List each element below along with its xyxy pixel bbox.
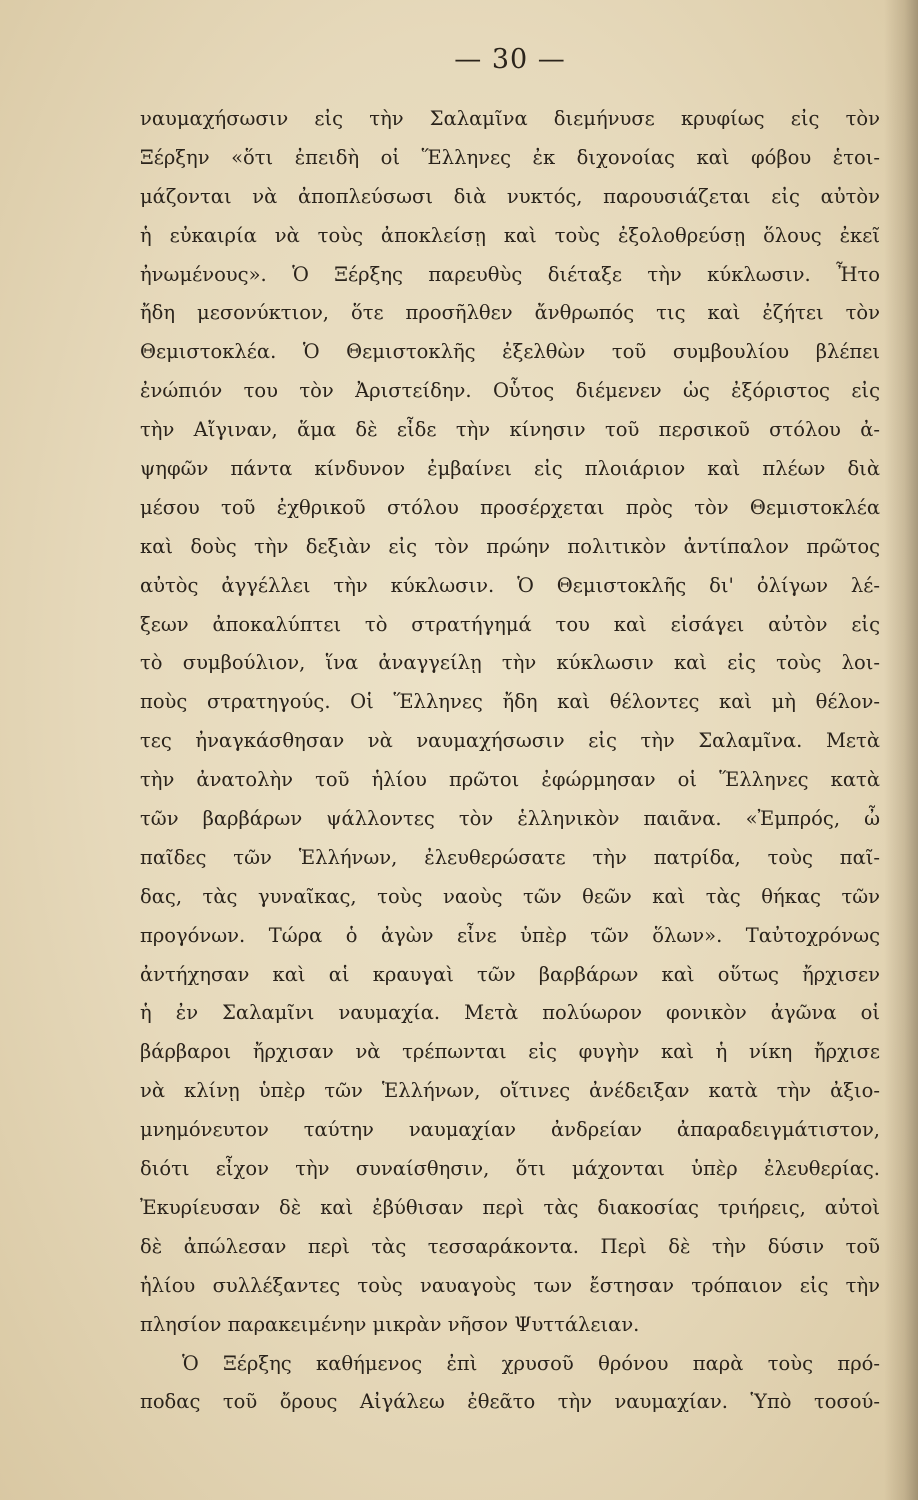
text-line: ἠνωμένους». Ὁ Ξέρξης παρευθὺς διέταξε τὴν κύκλωσιν. Ἦτο xyxy=(140,262,880,286)
text-line: διότι εἶχον τὴν συναίσθησιν, ὅτι μάχονται ὑπὲρ ἐλευθερίας. xyxy=(140,1157,880,1181)
text-line: Ἐκυρίευσαν δὲ καὶ ἐβύθισαν περὶ τὰς διακοσίας τριήρεις, αὐτοὶ xyxy=(140,1195,880,1219)
text-line: τὴν Αἴγιναν, ἅμα δὲ εἶδε τὴν κίνησιν τοῦ περσικοῦ στόλου ἀ- xyxy=(140,418,880,442)
text-line: Θεμιστοκλέα. Ὁ Θεμιστοκλῆς ἐξελθὼν τοῦ συμβουλίου βλέπει xyxy=(140,340,880,364)
text-line: Ξέρξην «ὅτι ἐπειδὴ οἱ Ἕλληνες ἐκ διχονοίας καὶ φόβου ἑτοι- xyxy=(140,145,880,169)
text-line: τὸ συμβούλιον, ἵνα ἀναγγείλῃ τὴν κύκλωσιν καὶ εἰς τοὺς λοι- xyxy=(140,651,880,675)
text-line: μάζονται νὰ ἀποπλεύσωσι διὰ νυκτός, παρουσιάζεται εἰς αὐτὸν xyxy=(140,184,880,208)
text-line: ἡ εὐκαιρία νὰ τοὺς ἀποκλείσῃ καὶ τοὺς ἐξολοθρεύσῃ ὅλους ἐκεῖ xyxy=(140,223,880,247)
text-line: νὰ κλίνῃ ὑπὲρ τῶν Ἑλλήνων, οἵτινες ἀνέδειξαν κατὰ τὴν ἀξιο- xyxy=(140,1079,880,1103)
text-line: ξεων ἀποκαλύπτει τὸ στρατήγημά του καὶ εἰσάγει αὐτὸν εἰς xyxy=(140,612,880,636)
text-line: αὐτὸς ἀγγέλλει τὴν κύκλωσιν. Ὁ Θεμιστοκλῆς δι' ὀλίγων λέ- xyxy=(140,573,880,597)
text-line: ἡ ἐν Σαλαμῖνι ναυμαχία. Μετὰ πολύωρον φονικὸν ἀγῶνα οἱ xyxy=(140,1001,880,1025)
text-line: ἐνώπιόν του τὸν Ἀριστείδην. Οὗτος διέμενεν ὡς ἐξόριστος εἰς xyxy=(140,379,880,403)
text-line: καὶ δοὺς τὴν δεξιὰν εἰς τὸν πρώην πολιτικὸν ἀντίπαλον πρῶτος xyxy=(140,534,880,558)
text-line: μέσου τοῦ ἐχθρικοῦ στόλου προσέρχεται πρὸς τὸν Θεμιστοκλέα xyxy=(140,495,880,519)
text-line: δας, τὰς γυναῖκας, τοὺς ναοὺς τῶν θεῶν καὶ τὰς θήκας τῶν xyxy=(140,884,880,908)
text-line: ἤδη μεσονύκτιον, ὅτε προσῆλθεν ἄνθρωπός τις καὶ ἐζήτει τὸν xyxy=(140,301,880,325)
paragraph-start-line: Ὁ Ξέρξης καθήμενος ἐπὶ χρυσοῦ θρόνου παρὰ τοὺς πρό- xyxy=(182,1351,880,1375)
text-line: δὲ ἀπώλεσαν περὶ τὰς τεσσαράκοντα. Περὶ δὲ τὴν δύσιν τοῦ xyxy=(140,1234,880,1258)
text-line: προγόνων. Τώρα ὁ ἀγὼν εἶνε ὑπὲρ τῶν ὅλων». Ταὐτοχρόνως xyxy=(140,923,880,947)
text-line: τες ἠναγκάσθησαν νὰ ναυμαχήσωσιν εἰς τὴν Σαλαμῖνα. Μετὰ xyxy=(140,729,880,753)
text-line: τὴν ἀνατολὴν τοῦ ἡλίου πρῶτοι ἐφώρμησαν οἱ Ἕλληνες κατὰ xyxy=(140,768,880,792)
text-line: ποὺς στρατηγούς. Οἱ Ἕλληνες ἤδη καὶ θέλοντες καὶ μὴ θέλον- xyxy=(140,690,880,714)
body-text xyxy=(140,100,880,1422)
text-line: ναυμαχήσωσιν εἰς τὴν Σαλαμῖνα διεμήνυσε κρυφίως εἰς τὸν xyxy=(140,107,880,130)
text-line: ἡλίου συλλέξαντες τοὺς ναυαγοὺς των ἔστησαν τρόπαιον εἰς τὴν xyxy=(140,1273,880,1297)
text-line: μνημόνευτον ταύτην ναυμαχίαν ἀνδρείαν ἀπαραδειγμάτιστον, xyxy=(140,1118,880,1142)
text-line: βάρβαροι ἤρχισαν νὰ τρέπωνται εἰς φυγὴν καὶ ἡ νίκη ἤρχισε xyxy=(140,1040,880,1064)
text-line: ἀντήχησαν καὶ αἱ κραυγαὶ τῶν βαρβάρων καὶ οὕτως ἤρχισεν xyxy=(140,962,880,986)
text-line: τῶν βαρβάρων ψάλλοντες τὸν ἑλληνικὸν παιᾶνα. «Ἐμπρός, ὦ xyxy=(140,807,880,831)
text-line: παῖδες τῶν Ἑλλήνων, ἐλευθερώσατε τὴν πατρίδα, τοὺς παῖ- xyxy=(140,845,880,869)
text-line: ψηφῶν πάντα κίνδυνον ἐμβαίνει εἰς πλοιάριον καὶ πλέων διὰ xyxy=(140,457,880,481)
paragraph-end-line: πλησίον παρακειμένην μικρὰν νῆσον Ψυττάλειαν. xyxy=(140,1312,640,1336)
page-number: — 30 — xyxy=(454,44,566,75)
text-line: ποδας τοῦ ὄρους Αἰγάλεω ἐθεᾶτο τὴν ναυμαχίαν. Ὑπὸ τοσού- xyxy=(140,1390,880,1414)
